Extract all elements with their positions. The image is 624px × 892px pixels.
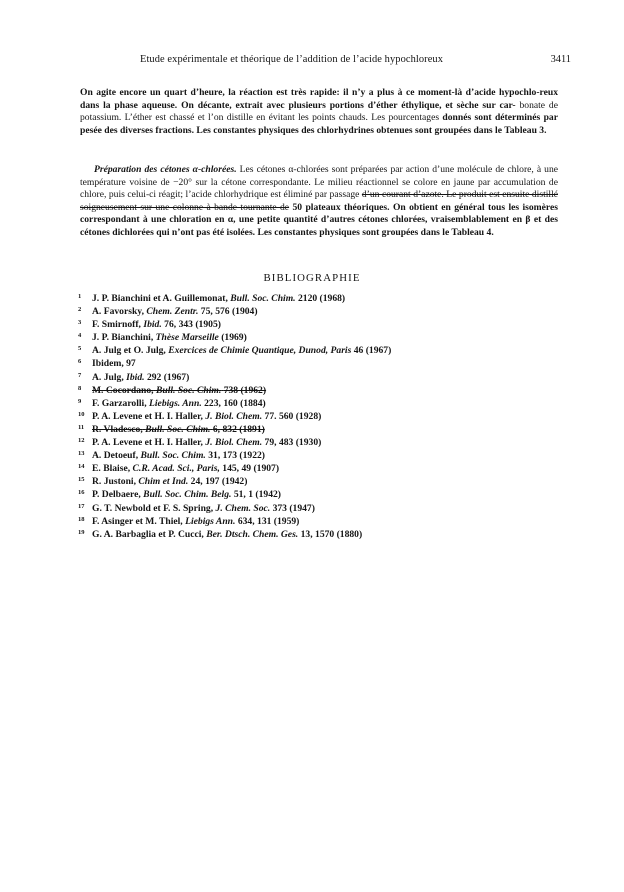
reference-number: 4 [78,332,82,340]
reference-journal: Bull. Soc. Chim. [230,293,296,304]
reference-item [78,395,558,408]
reference-journal: Exercices de Chimie Quantique, Dunod, Paris [168,345,352,357]
reference-authors: M. Cocordano, [92,384,154,396]
reference-journal: Ibid. [143,319,162,331]
reference-item [78,329,558,342]
reference-authors: A. Detoeuf, [92,450,139,462]
reference-journal: C.R. Acad. Sci., Paris, [132,463,220,475]
reference-item [78,369,558,382]
reference-authors: G. A. Barbaglia et P. Cucci, [92,528,204,540]
reference-journal: J. Biol. Chem. [205,437,263,449]
paragraph-procedure-bold: On agite encore un quart d’heure, la réaction est très rapide: il n’y a plus à ce moment-là d’acide hypochlo-reux dans la phase aqueuse. On décante, extrait avec plusieurs portions d’éther éthylique, et sèche sur car- [80,87,558,111]
reference-authors: G. T. Newbold et F. S. Spring, [92,502,214,514]
reference-journal: Liebigs Ann. [185,515,236,527]
reference-number: 16 [78,489,85,497]
paragraph-chloroketones [80,164,558,240]
reference-authors: R. Justoni, [92,476,136,488]
page-number: 3411 [550,54,571,65]
bibliography-heading: BIBLIOGRAPHIE [263,272,361,284]
paragraph-chloroketones-struck-line: d’un courant d’azote. Le produit est ensuite distillé soigneusement sur une colonne à bande tournante de [80,189,558,213]
reference-authors: F. Garzarolli, [92,397,147,409]
reference-number: 18 [78,515,85,523]
reference-pages-year: 2120 (1968) [297,293,346,304]
reference-pages-year: 46 (1967) [353,345,392,357]
reference-list [78,290,558,539]
reference-authors: F. Smirnoff, [92,319,141,331]
reference-authors: J. P. Bianchini et A. Guillemonat, [92,293,228,304]
reference-journal: Bull. Soc. Chim. [140,450,206,462]
reference-volume: 6, [212,423,221,435]
paragraph-procedure-normal: bonate de potassium. L’éther est chassé et l’on distille en évitant les points chauds. Les pourcentages [80,99,558,124]
reference-number: 3 [78,319,82,327]
reference-pages-year: 1 (1942) [248,489,281,501]
reference-number: 15 [78,476,85,484]
reference-journal: Bull. Soc. Chim. [155,384,222,396]
page-header [0,54,624,68]
reference-authors: A. Favorsky, [92,306,144,318]
reference-number: 12 [78,437,85,445]
reference-item [78,526,558,539]
reference-pages-year: 131 (1959) [257,515,300,527]
reference-number: 7 [78,371,82,379]
reference-journal: Chem. Zentr. [146,306,199,318]
reference-pages-year: 292 (1967) [146,371,190,383]
reference-volume: 79, [264,437,277,449]
reference-journal: Bull. Soc. Chim. [145,423,211,435]
reference-authors: J. P. Bianchini, [92,332,154,344]
reference-item [78,421,558,434]
reference-volume: 13, [300,528,313,540]
reference-authors: E. Blaise, [92,463,131,475]
reference-item [78,447,558,460]
reference-pages-year: 343 (1905) [178,319,221,331]
reference-number: 11 [78,423,85,431]
reference-authors: F. Asinger et M. Thiel, [92,515,183,527]
reference-number: 10 [78,410,85,418]
reference-number: 17 [78,502,85,510]
reference-volume: 634, [237,515,255,527]
reference-pages-year: 373 (1947) [272,502,315,514]
reference-pages-year: 49 (1907) [241,463,280,475]
reference-volume: 75, [200,306,213,318]
reference-item [78,355,558,368]
reference-number: 6 [78,358,82,366]
reference-authors: A. Julg et O. Julg, [92,345,166,357]
reference-number: 19 [78,528,85,536]
paragraph-chloroketones-text-b: 50 plateaux théoriques. On obtient en général tous les isomères correspondant à une chloration en α, une petite quantité d’autres cétones chlorées, vraisemblablement en β et des cétones dichlorées qui n’ont pas été isolées. Les constantes physiques sont groupées dans le Tableau 4. [80,201,558,238]
reference-pages-year: 483 (1930) [278,437,322,449]
reference-journal: Chim et Ind. [138,476,189,488]
reference-item [78,382,558,395]
reference-item [78,290,558,303]
reference-number: 14 [78,463,85,471]
reference-pages-year: 576 (1904) [215,306,258,318]
reference-journal: J. Biol. Chem. [205,410,263,422]
reference-journal: Ibid. [126,371,145,383]
reference-pages-year: 173 (1922) [222,450,265,462]
reference-pages-year: 738 (1962) [223,384,267,396]
reference-pages-year: (1969) [221,332,247,344]
paragraph-chloroketones-text-a: Les cétones α-chlorées sont préparées par action d’une molécule de chlore, à une température voisine de −20° sur la cétone correspondante. Le milieu réactionnel se colore en jaune par accumulation de chlore, puis celui-ci réagit; l’acide chlorhydrique est éliminé par passage [80,164,558,201]
section-lead-heading: Préparation des cétones α-chlorées. [94,164,237,175]
reference-journal: Ber. Dtsch. Chem. Ges. [206,528,299,540]
reference-pages-year: 197 (1942) [205,476,248,488]
reference-authors: P. A. Levene et H. I. Haller, [92,410,203,422]
reference-journal: Bull. Soc. Chim. Belg. [143,489,232,501]
reference-number: 1 [78,293,82,300]
reference-item [78,486,558,499]
reference-item [78,460,558,473]
reference-authors: P. A. Levene et H. I. Haller, [92,437,203,449]
reference-volume: 51, [233,489,246,501]
paragraph-procedure-tail: donnés sont déterminés par pesée des diverses fractions. Les constantes physiques des chlorhydrines obtenues sont groupées dans le Tableau 3. [80,112,558,136]
reference-journal: J. Chem. Soc. [215,502,271,514]
reference-authors: R. Vladesco, [92,423,143,435]
reference-number: 2 [78,306,82,314]
reference-item [78,434,558,447]
reference-item [78,342,558,355]
reference-number: 5 [78,345,82,353]
reference-volume: 24, [190,476,203,488]
running-title: Etude expérimentale et théorique de l’addition de l’acide hypochloreux [140,54,444,65]
reference-number: 9 [78,397,82,405]
reference-item [78,473,558,486]
reference-volume: 76, [164,319,177,331]
reference-item [78,513,558,526]
reference-pages-year: 160 (1884) [223,397,266,409]
reference-pages-year: 560 (1928) [278,410,322,422]
reference-item [78,316,558,329]
reference-number: 8 [78,384,82,392]
reference-volume: 31, [208,450,221,462]
reference-authors: Ibidem, 97 [92,358,136,370]
reference-authors: A. Julg, [92,371,124,383]
reference-pages-year: 1570 (1880) [315,528,363,540]
reference-journal: Thèse Marseille [155,332,219,344]
reference-volume: 223, [204,397,221,409]
reference-item [78,303,558,316]
paragraph-procedure [80,87,558,137]
reference-number: 13 [78,450,85,458]
reference-item [78,408,558,421]
reference-volume: 145, [222,463,240,475]
reference-item [78,500,558,513]
reference-journal: Liebigs. Ann. [149,397,202,409]
reference-volume: 77. [264,410,277,422]
reference-authors: P. Delbaere, [92,489,141,501]
reference-pages-year: 832 (1891) [222,423,265,435]
